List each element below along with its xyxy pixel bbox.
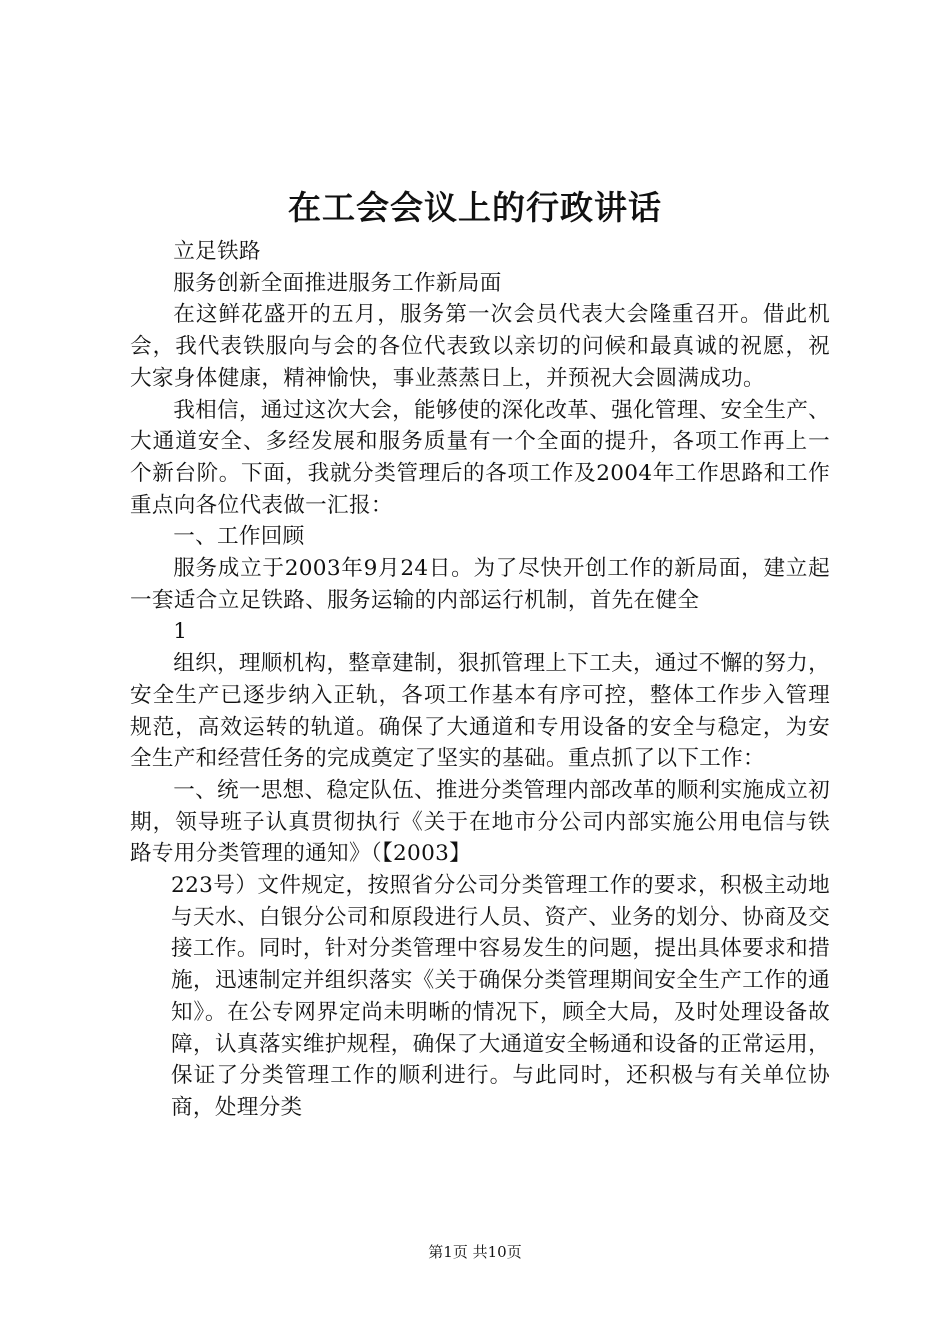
document-body bbox=[130, 236, 830, 1124]
paragraph: 服务成立于2003年9月24日。为了尽快开创工作的新局面，建立起一套适合立足铁路、服务运输的内部运行机制，首先在健全 bbox=[130, 556, 830, 613]
paragraph: 我相信，通过这次大会，能够使的深化改革、强化管理、安全生产、大通道安全、多经发展和服务质量有一个全面的提升，各项工作再上一个新台阶。下面，我就分类管理后的各项工作及2004年工作思路和工作重点向各位代表做一汇报： bbox=[130, 397, 831, 518]
paragraph: 立足铁路 bbox=[173, 239, 261, 264]
page-number-marker: 1 bbox=[173, 619, 188, 645]
document-title: 在工会会议上的行政讲话 bbox=[288, 188, 662, 227]
paragraph: 在这鲜花盛开的五月，服务第一次会员代表大会隆重召开。借此机会，我代表铁服向与会的各位代表致以亲切的问候和最真诚的祝愿，祝大家身体健康，精神愉快，事业蒸蒸日上，并预祝大会圆满成功。 bbox=[130, 302, 830, 391]
paragraph: 组织，理顺机构，整章建制，狠抓管理上下工夫，通过不懈的努力，安全生产已逐步纳入正轨，各项工作基本有序可控，整体工作步入管理规范，高效运转的轨道。确保了大通道和专用设备的安全与稳定，为安全生产和经营任务的完成奠定了坚实的基础。重点抓了以下工作： bbox=[130, 651, 831, 772]
paragraph: 223号）文件规定，按照省分公司分类管理工作的要求，积极主动地与天水、白银分公司和原段进行人员、资产、业务的划分、协商及交接工作。同时，针对分类管理中容易发生的问题，提出具体要求和措施，迅速制定并组织落实《关于确保分类管理期间安全生产工作的通知》。在公专网界定尚未明晰的情况下，顾全大局，及时处理设备故障，认真落实维护规程，确保了大通道安全畅通和设备的正常运用，保证了分类管理工作的顺利进行。与此同时，还积极与有关单位协商，处理分类 bbox=[171, 873, 830, 1120]
paragraph: 一、统一思想、稳定队伍、推进分类管理内部改革的顺利实施成立初期，领导班子认真贯彻执行《关于在地市分公司内部实施公用电信与铁路专用分类管理的通知》（【2003】 bbox=[130, 777, 831, 867]
paragraph: 服务创新全面推进服务工作新局面 bbox=[173, 270, 502, 296]
section-heading: 一、工作回顾 bbox=[173, 524, 305, 550]
page-footer: 第1页 共10页 bbox=[428, 1243, 522, 1261]
